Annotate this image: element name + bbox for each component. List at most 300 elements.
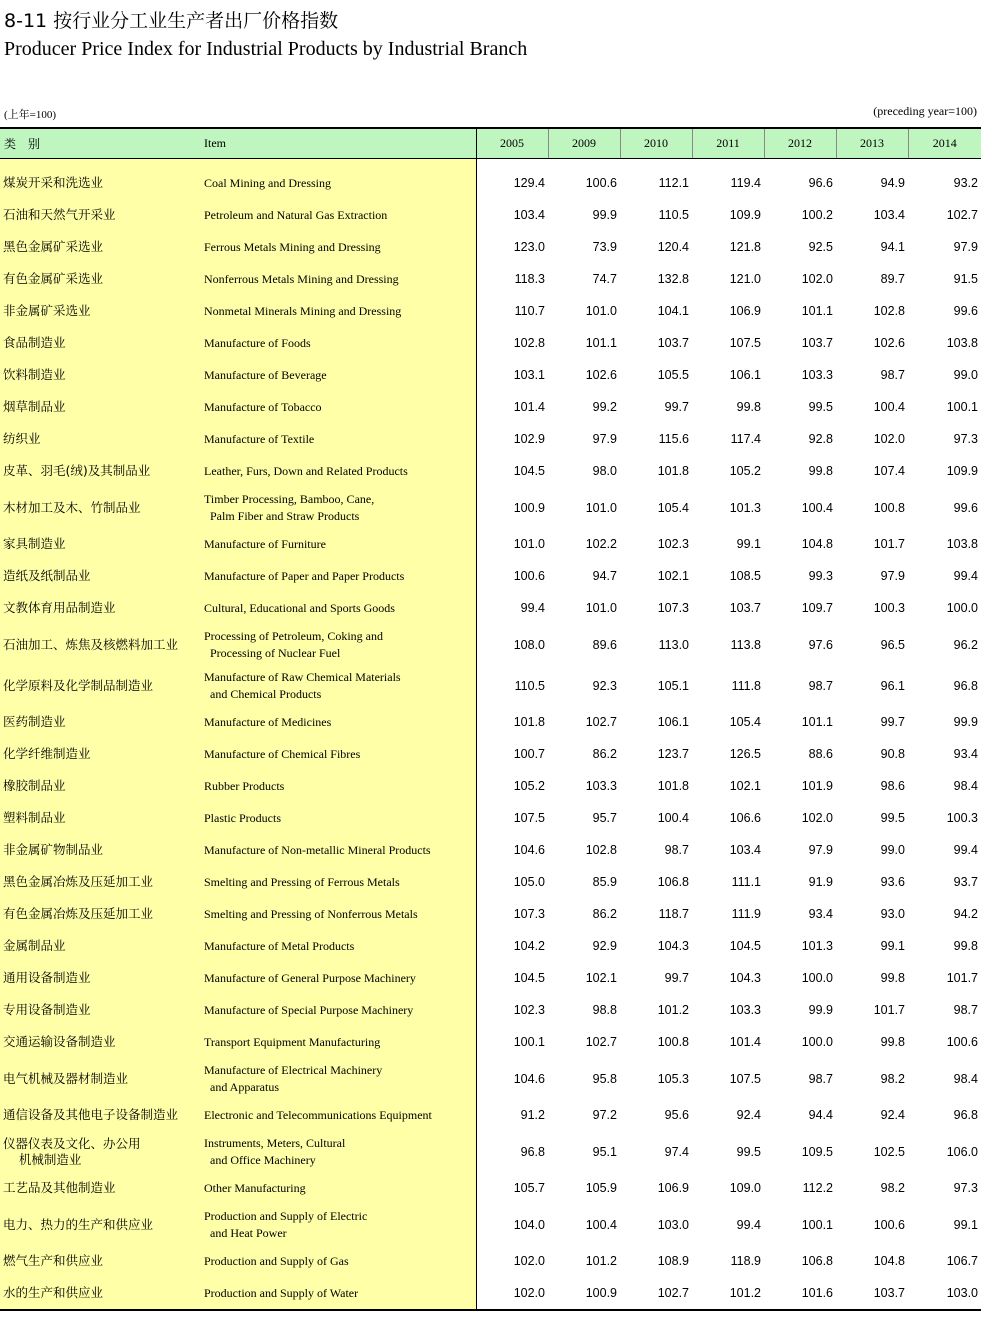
index-value-cell: 100.1 [946,400,978,414]
table-row [0,199,981,231]
index-value-cell: 99.6 [953,500,978,515]
table-row [0,231,981,263]
index-value-cell: 107.3 [513,907,545,921]
row-label-en: Manufacture of Non-metallic Mineral Products [204,842,431,857]
index-value-cell: 104.8 [801,537,833,551]
header-category-cn: 类 别 [0,129,200,159]
index-value-cell: 102.9 [513,432,545,446]
row-label-cn: 烟草制品业 [3,399,66,414]
index-value-cell: 97.9 [808,843,833,857]
index-value-cell: 103.7 [873,1286,905,1300]
table-row [0,391,981,423]
index-value-cell: 106.1 [729,368,761,382]
row-label-cn: 石油和天然气开采业 [3,207,116,222]
row-label-en: Nonmetal Minerals Mining and Dressing [204,303,402,318]
table-body [0,159,981,1310]
index-value-cell: 101.0 [585,601,617,615]
index-value-cell: 100.4 [657,811,689,825]
row-label-cn: 家具制造业 [3,536,66,551]
index-value-cell: 92.8 [808,432,833,446]
index-value-cell: 97.3 [953,1181,978,1195]
row-label-cn: 有色金属矿采选业 [3,271,104,286]
index-value-cell: 99.7 [664,971,689,985]
index-value-cell: 118.7 [658,907,689,921]
index-value-cell: 107.5 [729,1071,761,1086]
index-value-cell: 104.3 [729,971,761,985]
index-value-cell: 101.7 [873,1003,905,1017]
index-value-cell: 102.0 [801,811,833,825]
row-label-cn: 非金属矿采选业 [3,303,91,318]
index-value-cell: 99.3 [808,569,833,583]
table-row [0,962,981,994]
index-value-cell: 101.0 [585,304,617,318]
index-value-cell: 105.1 [657,678,689,693]
index-value-cell: 98.2 [880,1181,905,1195]
row-label-en: Other Manufacturing [204,1180,306,1195]
index-value-cell: 102.7 [585,1035,617,1049]
index-value-cell: 92.5 [808,240,833,254]
index-value-cell: 97.2 [592,1108,617,1122]
row-label-cn: 燃气生产和供应业 [3,1253,104,1268]
row-label-en: Manufacture of Metal Products [204,938,355,953]
index-value-cell: 99.4 [953,569,978,583]
row-label-cn: 金属制品业 [3,938,66,953]
header-year: 2013 [836,129,908,159]
index-value-cell: 100.0 [801,1035,833,1049]
row-label-cn: 电力、热力的生产和供应业 [3,1216,154,1232]
index-value-cell: 132.8 [657,272,689,286]
index-value-cell: 89.7 [880,272,905,286]
unit-note-en: (preceding year=100) [873,104,977,118]
index-value-cell: 101.2 [585,1254,617,1268]
index-value-cell: 109.9 [946,464,978,478]
index-value-cell: 103.4 [873,208,905,222]
row-label-en: Smelting and Pressing of Ferrous Metals [204,874,400,889]
index-value-cell: 99.1 [880,939,905,953]
row-label-cn: 专用设备制造业 [3,1002,91,1017]
index-value-cell: 103.4 [729,843,761,857]
index-value-cell: 100.6 [873,1217,905,1232]
index-value-cell: 99.9 [808,1003,833,1017]
row-label-en: Electronic and Telecommunications Equipment [204,1107,432,1122]
index-value-cell: 105.2 [729,464,761,478]
index-value-cell: 103.8 [946,336,978,350]
index-value-cell: 97.3 [953,432,978,446]
index-value-cell: 100.2 [801,208,833,222]
header-year: 2011 [692,129,764,159]
index-value-cell: 93.4 [953,747,978,761]
page-title-cn: 8-11 按行业分工业生产者出厂价格指数 [4,10,339,32]
index-value-cell: 103.3 [801,368,833,382]
index-value-cell: 91.5 [953,272,978,286]
index-value-cell: 115.6 [658,432,689,446]
row-label-cn: 石油加工、炼焦及核燃料加工业 [3,636,179,652]
index-value-cell: 102.0 [513,1286,545,1300]
index-value-cell: 120.4 [657,240,689,254]
row-label-cn: 仪器仪表及文化、办公用 机械制造业 [3,1135,141,1167]
index-value-cell: 101.2 [657,1003,689,1017]
index-value-cell: 102.2 [585,537,617,551]
index-value-cell: 102.3 [513,1003,545,1017]
index-value-cell: 105.2 [513,779,545,793]
index-value-cell: 93.2 [953,176,978,190]
table-row [0,802,981,834]
index-value-cell: 98.7 [953,1003,978,1017]
table-row [0,866,981,898]
header-year: 2012 [764,129,836,159]
index-value-cell: 98.0 [592,464,617,478]
table-row [0,528,981,560]
row-label-en: Cultural, Educational and Sports Goods [204,600,395,615]
index-value-cell: 101.9 [801,779,833,793]
row-label-en: Leather, Furs, Down and Related Products [204,463,408,478]
index-value-cell: 100.7 [513,747,545,761]
index-value-cell: 95.8 [592,1071,617,1086]
table-row [0,1026,981,1058]
unit-note-cn: (上年=100) [4,109,57,121]
index-value-cell: 105.0 [513,875,545,889]
table-bottom-rule [0,1309,981,1311]
row-label-en: Processing of Petroleum, Coking and Processing of Nuclear Fuel [204,628,383,660]
row-label-cn: 医药制造业 [3,714,66,729]
index-value-cell: 99.5 [808,400,833,414]
row-label-en: Manufacture of Special Purpose Machinery [204,1002,414,1017]
index-value-cell: 110.7 [514,304,545,318]
header-year: 2009 [548,129,620,159]
index-value-cell: 92.4 [880,1108,905,1122]
index-value-cell: 119.4 [730,176,761,190]
index-value-cell: 106.9 [657,1181,689,1195]
row-label-cn: 通用设备制造业 [3,970,91,985]
index-value-cell: 123.7 [657,747,689,761]
index-value-cell: 85.9 [592,875,617,889]
index-value-cell: 110.5 [658,208,689,222]
index-value-cell: 97.9 [592,432,617,446]
table-header-row [0,129,981,159]
table-row [0,994,981,1026]
index-value-cell: 101.8 [657,464,689,478]
index-value-cell: 93.4 [808,907,833,921]
index-value-cell: 99.1 [736,537,761,551]
index-value-cell: 96.1 [880,678,905,693]
index-value-cell: 99.7 [880,715,905,729]
row-label-en: Manufacture of Furniture [204,536,326,551]
row-label-cn: 化学纤维制造业 [3,746,91,761]
table-row [0,1245,981,1277]
index-value-cell: 95.7 [592,811,617,825]
row-label-en: Smelting and Pressing of Nonferrous Metals [204,906,418,921]
row-label-cn: 通信设备及其他电子设备制造业 [3,1107,179,1122]
index-value-cell: 106.8 [657,875,689,889]
index-value-cell: 99.5 [736,1144,761,1159]
index-value-cell: 126.5 [729,747,761,761]
index-value-cell: 96.8 [953,678,978,693]
index-value-cell: 98.4 [953,1071,978,1086]
index-value-cell: 103.0 [657,1217,689,1232]
index-value-cell: 109.0 [729,1181,761,1195]
row-label-cn: 皮革、羽毛(绒)及其制品业 [3,463,151,478]
index-value-cell: 102.7 [657,1286,689,1300]
index-value-cell: 99.9 [592,208,617,222]
row-label-en: Timber Processing, Bamboo, Cane, Palm Fiber and Straw Products [204,491,375,523]
index-value-cell: 74.7 [592,272,617,286]
index-value-cell: 99.0 [953,368,978,382]
table-row [0,423,981,455]
index-value-cell: 101.3 [801,939,833,953]
row-label-en: Plastic Products [204,810,281,825]
index-value-cell: 94.1 [880,240,905,254]
index-value-cell: 102.1 [657,569,689,583]
table-row [0,359,981,391]
index-value-cell: 100.8 [657,1035,689,1049]
row-label-cn: 塑料制品业 [3,810,66,825]
row-label-en: Petroleum and Natural Gas Extraction [204,207,388,222]
index-value-cell: 100.9 [513,500,545,515]
index-value-cell: 102.3 [657,537,689,551]
table-row [0,834,981,866]
row-label-cn: 文教体育用品制造业 [3,600,116,615]
index-value-cell: 94.2 [953,907,978,921]
index-value-cell: 103.3 [585,779,617,793]
index-value-cell: 100.0 [946,601,978,615]
index-value-cell: 103.4 [513,208,545,222]
index-value-cell: 86.2 [592,747,617,761]
table-row [0,327,981,359]
index-value-cell: 101.8 [657,779,689,793]
index-value-cell: 93.0 [880,907,905,921]
index-value-cell: 86.2 [592,907,617,921]
index-value-cell: 108.5 [729,569,761,583]
index-value-cell: 102.6 [585,368,617,382]
index-value-cell: 100.6 [946,1035,978,1049]
index-value-cell: 106.1 [657,715,689,729]
index-value-cell: 96.8 [520,1144,545,1159]
table-row [0,1099,981,1131]
index-value-cell: 109.7 [801,601,833,615]
table-row [0,487,981,528]
index-value-cell: 92.4 [736,1108,761,1122]
index-value-cell: 104.5 [513,971,545,985]
index-value-cell: 98.7 [880,368,905,382]
row-label-en: Nonferrous Metals Mining and Dressing [204,271,399,286]
index-value-cell: 89.6 [592,637,617,652]
index-value-cell: 95.6 [664,1108,689,1122]
index-value-cell: 109.9 [729,208,761,222]
index-value-cell: 98.4 [953,779,978,793]
index-value-cell: 103.3 [729,1003,761,1017]
index-value-cell: 106.9 [729,304,761,318]
index-value-cell: 100.1 [513,1035,545,1049]
index-value-cell: 112.1 [658,176,689,190]
index-value-cell: 123.0 [513,240,545,254]
row-label-en: Manufacture of Medicines [204,714,332,729]
table-row [0,930,981,962]
row-label-en: Manufacture of Foods [204,335,311,350]
index-value-cell: 92.3 [592,678,617,693]
index-value-cell: 106.6 [729,811,761,825]
header-year: 2014 [908,129,981,159]
index-value-cell: 101.7 [946,971,978,985]
index-value-cell: 102.1 [585,971,617,985]
index-value-cell: 100.8 [873,500,905,515]
index-value-cell: 109.5 [801,1144,833,1159]
index-value-cell: 113.8 [730,637,761,652]
table-row [0,263,981,295]
table-row [0,159,981,200]
row-label-en: Production and Supply of Water [204,1285,359,1300]
index-value-cell: 101.7 [873,537,905,551]
index-value-cell: 102.0 [873,432,905,446]
index-value-cell: 100.3 [873,601,905,615]
index-value-cell: 99.5 [880,811,905,825]
index-value-cell: 104.3 [657,939,689,953]
index-value-cell: 100.4 [873,400,905,414]
index-value-cell: 91.2 [520,1108,545,1122]
index-value-cell: 104.1 [657,304,689,318]
row-label-en: Rubber Products [204,778,285,793]
index-value-cell: 102.7 [585,715,617,729]
index-value-cell: 99.0 [880,843,905,857]
row-label-cn: 电气机械及器材制造业 [3,1070,129,1086]
index-value-cell: 107.4 [873,464,905,478]
index-value-cell: 100.6 [585,176,617,190]
index-value-cell: 102.6 [873,336,905,350]
index-value-cell: 100.3 [946,811,978,825]
index-value-cell: 90.8 [880,747,905,761]
index-value-cell: 105.7 [513,1181,545,1195]
header-item-en: Item [200,129,476,159]
price-index-table [0,129,981,1309]
row-label-cn: 化学原料及化学制品制造业 [3,677,154,693]
row-label-cn: 水的生产和供应业 [3,1285,104,1300]
row-label-en: Coal Mining and Dressing [204,175,331,190]
index-value-cell: 103.1 [513,368,545,382]
index-value-cell: 111.9 [731,907,761,921]
index-value-cell: 105.9 [585,1181,617,1195]
index-value-cell: 121.8 [729,240,761,254]
row-label-en: Production and Supply of Electric and Heat Power [204,1208,368,1240]
index-value-cell: 101.0 [585,500,617,515]
index-value-cell: 99.8 [880,1035,905,1049]
index-value-cell: 102.1 [729,779,761,793]
index-value-cell: 101.1 [585,336,617,350]
index-value-cell: 110.5 [514,678,545,693]
index-value-cell: 102.7 [946,208,978,222]
index-value-cell: 94.4 [808,1108,833,1122]
row-label-cn: 纺织业 [3,431,41,446]
index-value-cell: 105.3 [657,1071,689,1086]
index-value-cell: 93.6 [880,875,905,889]
index-value-cell: 101.1 [801,715,833,729]
row-label-en: Production and Supply of Gas [204,1253,349,1268]
row-label-en: Manufacture of Paper and Paper Products [204,568,405,583]
row-label-cn: 造纸及纸制品业 [3,568,91,583]
index-value-cell: 113.0 [658,637,689,652]
index-value-cell: 88.6 [808,747,833,761]
index-value-cell: 92.9 [592,939,617,953]
index-value-cell: 98.6 [880,779,905,793]
row-label-en: Instruments, Meters, Cultural and Office Machinery [204,1135,346,1167]
index-value-cell: 101.4 [513,400,545,414]
label-column-divider [476,129,477,1309]
row-label-en: Ferrous Metals Mining and Dressing [204,239,381,254]
index-value-cell: 98.8 [592,1003,617,1017]
index-value-cell: 99.4 [953,843,978,857]
index-value-cell: 99.4 [520,601,545,615]
index-value-cell: 121.0 [729,272,761,286]
row-label-en: Manufacture of General Purpose Machinery [204,970,416,985]
index-value-cell: 104.6 [513,1071,545,1086]
table-row [0,1058,981,1099]
index-value-cell: 101.8 [513,715,545,729]
row-label-en: Manufacture of Beverage [204,367,327,382]
index-value-cell: 97.9 [880,569,905,583]
index-value-cell: 101.3 [729,500,761,515]
index-value-cell: 97.4 [664,1144,689,1159]
index-value-cell: 104.5 [729,939,761,953]
header-year: 2010 [620,129,692,159]
row-label-cn: 工艺品及其他制造业 [3,1180,116,1195]
row-label-cn: 橡胶制品业 [3,778,66,793]
index-value-cell: 101.0 [513,537,545,551]
table-row [0,295,981,327]
index-value-cell: 97.6 [808,637,833,652]
index-value-cell: 106.8 [801,1254,833,1268]
index-value-cell: 99.7 [664,400,689,414]
index-value-cell: 99.8 [736,400,761,414]
index-value-cell: 104.0 [513,1217,545,1232]
index-value-cell: 99.9 [953,715,978,729]
index-value-cell: 103.7 [801,336,833,350]
index-value-cell: 99.8 [953,939,978,953]
index-value-cell: 108.9 [657,1254,689,1268]
index-value-cell: 99.8 [808,464,833,478]
row-label-en: Manufacture of Textile [204,431,315,446]
index-value-cell: 100.0 [801,971,833,985]
index-value-cell: 103.0 [946,1286,978,1300]
index-value-cell: 107.5 [513,811,545,825]
index-value-cell: 96.6 [808,176,833,190]
row-label-cn: 木材加工及木、竹制品业 [3,499,141,515]
index-value-cell: 101.6 [801,1286,833,1300]
index-value-cell: 101.1 [801,304,833,318]
header-year: 2005 [476,129,548,159]
row-label-cn: 黑色金属冶炼及压延加工业 [3,874,154,889]
row-label-cn: 交通运输设备制造业 [3,1034,116,1049]
index-value-cell: 111.8 [731,678,761,693]
table-row [0,560,981,592]
index-value-cell: 94.9 [880,176,905,190]
row-label-cn: 黑色金属矿采选业 [3,239,104,254]
index-value-cell: 73.9 [592,240,617,254]
index-value-cell: 100.1 [801,1217,833,1232]
row-label-cn: 饮料制造业 [3,367,66,382]
index-value-cell: 105.5 [657,368,689,382]
index-value-cell: 96.5 [880,637,905,652]
table-row [0,1204,981,1245]
index-value-cell: 102.8 [873,304,905,318]
table-row [0,1131,981,1172]
index-value-cell: 100.6 [513,569,545,583]
index-value-cell: 99.2 [592,400,617,414]
table-row [0,898,981,930]
index-value-cell: 106.7 [946,1254,978,1268]
index-value-cell: 91.9 [808,875,833,889]
index-value-cell: 104.6 [513,843,545,857]
index-value-cell: 105.4 [729,715,761,729]
row-label-cn: 煤炭开采和洗选业 [3,175,104,190]
index-value-cell: 103.7 [729,601,761,615]
